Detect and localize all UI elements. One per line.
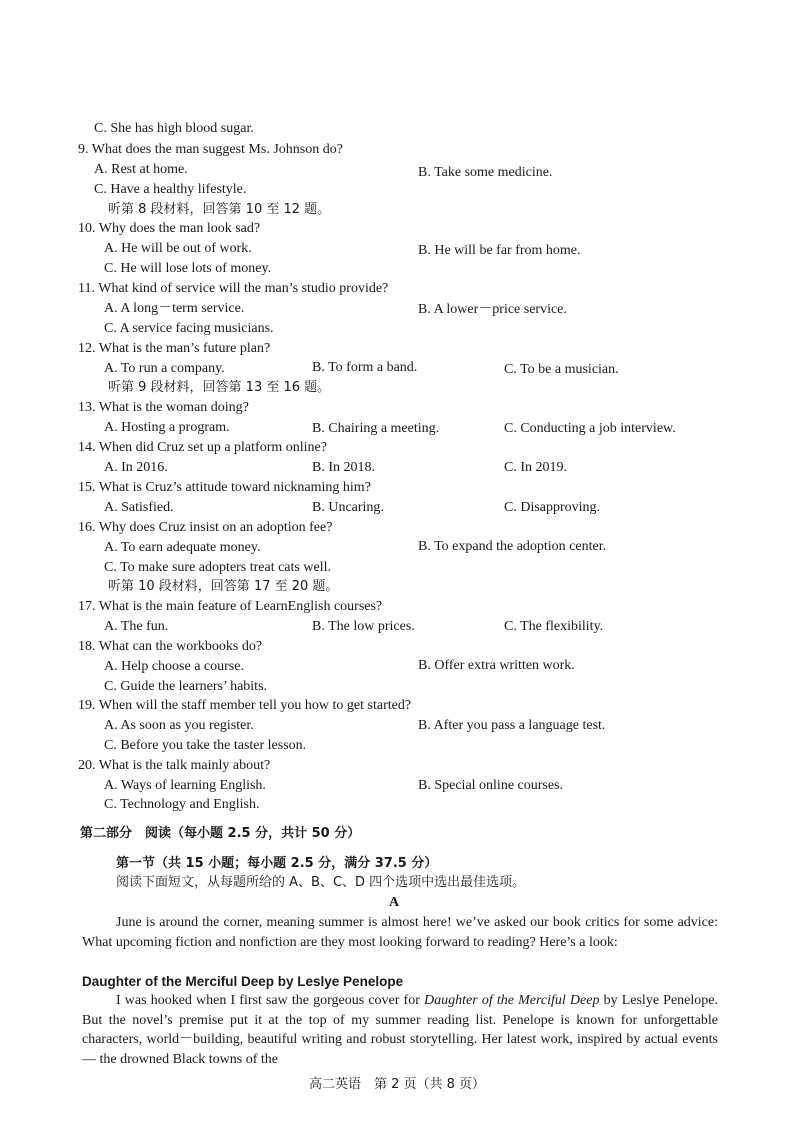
- q13-option-a: A. Hosting a program.: [104, 420, 230, 435]
- q14-option-c: C. In 2019.: [504, 460, 567, 475]
- q16-option-c: C. To make sure adopters treat cats well.: [104, 560, 331, 575]
- book-title: Daughter of the Merciful Deep by Leslye Penelope: [82, 974, 404, 989]
- q19-option-c: C. Before you take the taster lesson.: [104, 738, 307, 753]
- q9-option-b: B. Take some medicine.: [418, 165, 553, 180]
- q11-option-b: B. A lower－price service.: [418, 302, 567, 317]
- q10-option-c: C. He will lose lots of money.: [104, 261, 272, 276]
- q9-stem: 9. What does the man suggest Ms. Johnson do?: [78, 142, 343, 157]
- q13-stem: 13. What is the woman doing?: [78, 400, 249, 415]
- q15-stem: 15. What is Cruz’s attitude toward nicknaming him?: [78, 480, 371, 495]
- book-title-italic: Daughter of the Merciful Deep: [424, 993, 600, 1008]
- q16-stem: 16. Why does Cruz insist on an adoption fee?: [78, 520, 333, 535]
- q19-option-b: B. After you pass a language test.: [418, 718, 606, 733]
- instruction-passage-9: 听第 9 段材料，回答第 13 至 16 题。: [108, 380, 331, 395]
- q16-option-b: B. To expand the adoption center.: [418, 539, 607, 554]
- instruction-passage-10: 听第 10 段材料，回答第 17 至 20 题。: [108, 579, 339, 594]
- reading-directions: 阅读下面短文，从每题所给的 A、B、C、D 四个选项中选出最佳选项。: [116, 875, 526, 890]
- q10-option-a: A. He will be out of work.: [104, 241, 252, 256]
- q18-stem: 18. What can the workbooks do?: [78, 639, 263, 654]
- q12-option-b: B. To form a band.: [312, 360, 418, 375]
- q14-option-b: B. In 2018.: [312, 460, 375, 475]
- section1-title: 第一节（共 15 小题；每小题 2.5 分，满分 37.5 分）: [116, 856, 438, 871]
- q9-option-a: A. Rest at home.: [94, 162, 188, 177]
- passage-paragraph-2: [82, 991, 718, 1069]
- q17-option-c: C. The flexibility.: [504, 619, 604, 634]
- q17-option-a: A. The fun.: [104, 619, 169, 634]
- page-footer: 高二英语 第 2 页（共 8 页）: [308, 1077, 486, 1092]
- q15-option-c: C. Disapproving.: [504, 500, 601, 515]
- q16-option-a: A. To earn adequate money.: [104, 540, 261, 555]
- q12-option-c: C. To be a musician.: [504, 362, 619, 377]
- part2-title: 第二部分 阅读（每小题 2.5 分，共计 50 分）: [80, 826, 361, 841]
- q15-option-b: B. Uncaring.: [312, 500, 384, 515]
- q20-option-c: C. Technology and English.: [104, 797, 260, 812]
- q20-stem: 20. What is the talk mainly about?: [78, 758, 271, 773]
- q20-option-a: A. Ways of learning English.: [104, 778, 266, 793]
- q11-stem: 11. What kind of service will the man’s studio provide?: [78, 281, 389, 296]
- instruction-passage-8: 听第 8 段材料，回答第 10 至 12 题。: [108, 202, 331, 217]
- q15-option-a: A. Satisfied.: [104, 500, 174, 515]
- q13-option-c: C. Conducting a job interview.: [504, 421, 676, 436]
- q17-stem: 17. What is the main feature of LearnEnglish courses?: [78, 599, 383, 614]
- q10-stem: 10. Why does the man look sad?: [78, 221, 261, 236]
- q19-stem: 19. When will the staff member tell you how to get started?: [78, 698, 412, 713]
- q13-option-b: B. Chairing a meeting.: [312, 421, 440, 436]
- q20-option-b: B. Special online courses.: [418, 778, 564, 793]
- q17-option-b: B. The low prices.: [312, 619, 415, 634]
- q10-option-b: B. He will be far from home.: [418, 243, 581, 258]
- passage-letter: A: [389, 895, 400, 910]
- q8-option-c: C. She has high blood sugar.: [94, 121, 254, 136]
- q11-option-c: C. A service facing musicians.: [104, 321, 274, 336]
- q14-option-a: A. In 2016.: [104, 460, 168, 475]
- q18-option-b: B. Offer extra written work.: [418, 658, 575, 673]
- q18-option-a: A. Help choose a course.: [104, 659, 244, 674]
- q14-stem: 14. When did Cruz set up a platform online?: [78, 440, 327, 455]
- q12-option-a: A. To run a company.: [104, 361, 225, 376]
- passage-paragraph-1: June is around the corner, meaning summer is almost here! we’ve asked our book critics for some advice: What upcoming fiction and nonfiction are they most looking forward to reading? Here’s a look:: [82, 915, 718, 950]
- q9-option-c: C. Have a healthy lifestyle.: [94, 182, 247, 197]
- q18-option-c: C. Guide the learners’ habits.: [104, 679, 268, 694]
- q19-option-a: A. As soon as you register.: [104, 718, 254, 733]
- paragraph-2-start: I was hooked when I first saw the gorgeous cover for: [116, 993, 425, 1008]
- q12-stem: 12. What is the man’s future plan?: [78, 341, 271, 356]
- paragraph-2-rest: by Leslye Penelope. But the novel’s premise put it at the top of my summer reading list. Penelope is known for unforgettable characters, world－building, beautiful writing and robust storytelling. Her latest work, inspired by actual events — the drowned Black towns of the: [82, 993, 718, 1067]
- q11-option-a: A. A long－term service.: [104, 301, 245, 316]
